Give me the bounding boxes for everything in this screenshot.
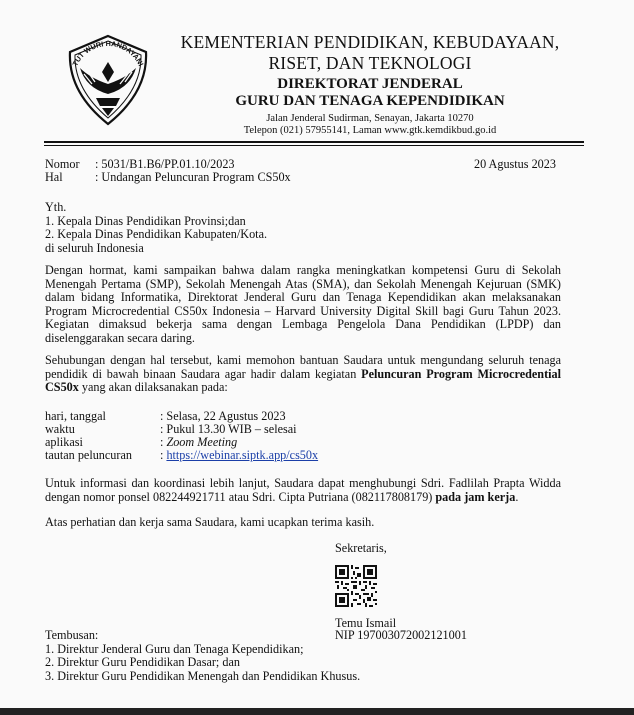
event-app-label: aplikasi: [45, 435, 83, 449]
hal-value: : Undangan Peluncuran Program CS50x: [95, 170, 291, 184]
hal-label: Hal: [45, 170, 63, 184]
bottom-edge-bar: [0, 708, 634, 715]
signature-qr-code: [335, 565, 377, 607]
signatory-title: Sekretaris,: [335, 541, 387, 555]
tembusan-item: 2. Direktur Guru Pendidikan Dasar; dan: [45, 655, 240, 669]
event-app-value: : Zoom Meeting: [160, 435, 238, 449]
logo-motto: TUT WURI HANDAYANI: [70, 38, 146, 68]
signatory-nip: NIP 197003072002121001: [335, 628, 467, 642]
event-time-label: waktu: [45, 422, 75, 436]
event-date-value: : Selasa, 22 Agustus 2023: [160, 409, 286, 423]
letterhead-divider-thick: [44, 141, 584, 143]
ministry-name: KEMENTERIAN PENDIDIKAN, KEBUDAYAAN, RISET, DAN TEKNOLOGI: [180, 32, 560, 73]
tembusan-label: Tembusan:: [45, 628, 99, 642]
letter-date: 20 Agustus 2023: [474, 157, 556, 171]
event-link-row: : https://webinar.siptk.app/cs50x: [160, 448, 319, 462]
closing-sentence: Atas perhatian dan kerja sama Saudara, kami ucapkan terima kasih.: [45, 515, 375, 529]
paragraph-contact: Untuk informasi dan koordinasi lebih lanjut, Saudara dapat menghubungi Sdri. Fadlilah Prapta Widda dengan nomor ponsel 082244921711 atau Sdri. Cipta Putriana (082117808179) pada jam kerja.: [45, 476, 561, 504]
paragraph-request: Sehubungan dengan hal tersebut, kami memohon bantuan Saudara untuk mengundang seluruh tenaga pendidik di bawah binaan Saudara agar hadir dalam kegiatan Peluncuran Program Microcredential CS50x yang akan dilaksanakan pada:: [45, 353, 562, 394]
letterhead-address: Jalan Jenderal Sudirman, Senayan, Jakarta 10270 Telepon (021) 57955141, Laman www.gtk.kemdikbud.go.id: [243, 113, 497, 136]
directorate-name: DIREKTORAT JENDERAL GURU DAN TENAGA KEPENDIDIKAN: [235, 76, 505, 109]
event-link[interactable]: https://webinar.siptk.app/cs50x: [166, 448, 319, 462]
nomor-value: : 5031/B1.B6/PP.01.10/2023: [95, 157, 235, 171]
event-date-label: hari, tanggal: [45, 409, 106, 423]
tembusan-item: 3. Direktur Guru Pendidikan Menengah dan Pendidikan Khusus.: [45, 668, 361, 683]
paragraph-intro: Dengan hormat, kami sampaikan bahwa dalam rangka meningkatkan kompetensi Guru di Sekolah Menengah Pertama (SMP), Sekolah Menengah Atas (SMA), dan Sekolah Menengah Kejuruan (SMK) dalam bidang Informatika, Direktorat Jenderal Guru dan Tenaga Kependidikan akan melaksanakan Program Microcredential CS50x Indonesia – Harvard University Digital Skill bagi Guru Tahun 2023. Kegiatan dimaksud bekerja sama dengan Lembaga Pengelola Dana Pendidikan (LPDP) dan diselenggarakan secara daring.: [45, 263, 561, 345]
tembusan-item: 1. Direktur Jenderal Guru dan Tenaga Kependidikan;: [45, 641, 304, 656]
tut-wuri-handayani-logo: [62, 32, 154, 128]
event-link-label: tautan peluncuran: [45, 448, 132, 462]
event-time-value: : Pukul 13.30 WIB – selesai: [160, 422, 297, 436]
recipients: Yth. 1. Kepala Dinas Pendidikan Provinsi;dan 2. Kepala Dinas Pendidikan Kabupaten/Kota. di seluruh Indonesia: [45, 200, 268, 255]
nomor-label: Nomor: [45, 157, 80, 171]
tembusan-block: [45, 629, 445, 683]
signatory-name: Temu Ismail: [335, 616, 397, 630]
letterhead-divider-thin: [44, 145, 584, 146]
